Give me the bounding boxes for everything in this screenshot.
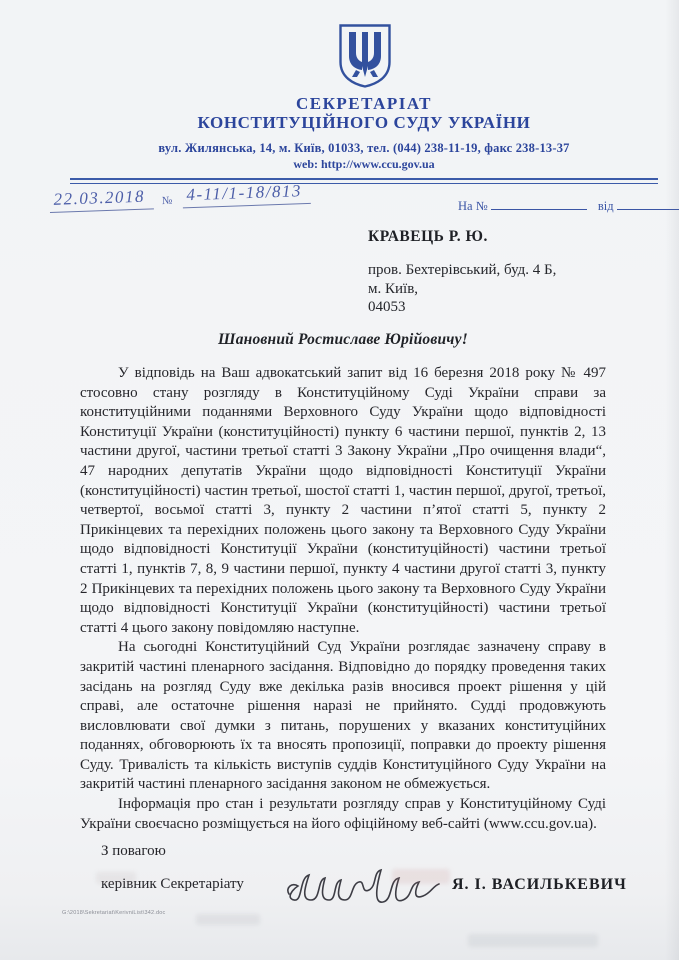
letter-body bbox=[80, 364, 606, 834]
number-sign: № bbox=[161, 194, 175, 208]
scan-bleedthrough-mark bbox=[468, 934, 598, 947]
scan-edge-shadow bbox=[665, 0, 679, 960]
incoming-date-label: від bbox=[597, 199, 614, 213]
outgoing-date: 22.03.2018 bbox=[49, 186, 153, 213]
ukraine-trident-emblem-icon bbox=[337, 23, 393, 89]
signer-title: керівник Секретаріату bbox=[101, 876, 244, 892]
recipient-name: КРАВЕЦЬ Р. Ю. bbox=[368, 228, 488, 245]
org-website-line: web: http://www.ccu.gov.ua bbox=[293, 157, 435, 171]
body-paragraph-3: Інформація про стан і результати розгляду справ у Конституційному Суді України своєчасно розміщується на його офіційному веб-сайті (www.ccu.gov.ua). bbox=[80, 796, 606, 832]
signer-name: Я. І. ВАСИЛЬКЕВИЧ bbox=[452, 876, 627, 893]
recipient-address-line: пров. Бехтерівський, буд. 4 Б, bbox=[368, 262, 557, 278]
scan-bleedthrough-mark bbox=[196, 914, 260, 925]
scan-bleedthrough-mark bbox=[392, 869, 450, 884]
outgoing-reference-handwritten bbox=[49, 181, 310, 213]
incoming-reference-line bbox=[458, 197, 679, 214]
outgoing-number: 4-11/1-18/813 bbox=[182, 181, 310, 208]
incoming-number-blank bbox=[491, 197, 587, 210]
recipient-address-line: м. Київ, bbox=[368, 280, 419, 297]
org-address-line: вул. Жилянська, 14, м. Київ, 01033, тел. (044) 238-11-19, факс 238-13-37 bbox=[158, 141, 570, 155]
body-paragraph-1: У відповідь на Ваш адвокатський запит від 16 березня 2018 року № 497 стосовно стану розгляду в Конституційному Суді України справи за конституційними поданнями Верховного Суду України щодо відповідності Конституції України (конституційності) пункту 6 частини першої, пунктів 2, 13 частини другої, частини третьої статті 3 Закону України „Про очищення влади“, 47 народних депутатів України щодо відповідності Конституції України (конституційності) частин третьої, шостої статті 1, частин першої, другої, третьої, четвертої, восьмої статті 3, пункту 2 частини п’ятої статті 5, пункту 2 Прикінцевих та перехідних положень цього закону та Верховного Суду України щодо відповідності Конституції України (конституційності) частини третьої статті 1, пунктів 7, 8, 9 частини першої, пункту 4 частини другої статті 3, пункту 2 Прикінцевих та перехідних положень цього закону та Верховного Суду України щодо відповідності Конституції України (конституційності) частини третьої статті 4 цього закону повідомляю наступне. bbox=[80, 365, 606, 636]
recipient-address bbox=[368, 261, 556, 317]
document-file-path: G:\2018\Sekretariat\KerivniList\342.doc bbox=[62, 910, 166, 916]
letterhead-divider bbox=[70, 178, 658, 184]
org-name-line1: СЕКРЕТАРІАТ bbox=[295, 94, 433, 113]
scan-bleedthrough-mark bbox=[96, 872, 136, 884]
recipient-address-line: 04053 bbox=[368, 299, 406, 315]
incoming-number-label: На № bbox=[458, 199, 488, 213]
body-paragraph-2: На сьогодні Конституційний Суд України розглядає зазначену справу в закритій частині пленарного засідання. Відповідно до порядку проведення таких засідань на розгляд Суду вже декілька разів вносився проект рішення у цій справі, але остаточне рішення наразі не прийнято. Судді продовжують висловлювати свої думки з питань, порушених у вказаних конституційних поданнях, обговорюють їх та вносять пропозиції, поправки до проекту рішення Суду. Тривалість та кількість виступів суддів Конституційного Суду України на закритій частині пленарного засідання законом не обмежується. bbox=[80, 639, 606, 793]
org-name-line2: КОНСТИТУЦІЙНОГО СУДУ УКРАЇНИ bbox=[197, 113, 531, 132]
valediction: З повагою bbox=[101, 843, 166, 859]
salutation: Шановний Ростиславе Юрійовичу! bbox=[218, 331, 468, 348]
